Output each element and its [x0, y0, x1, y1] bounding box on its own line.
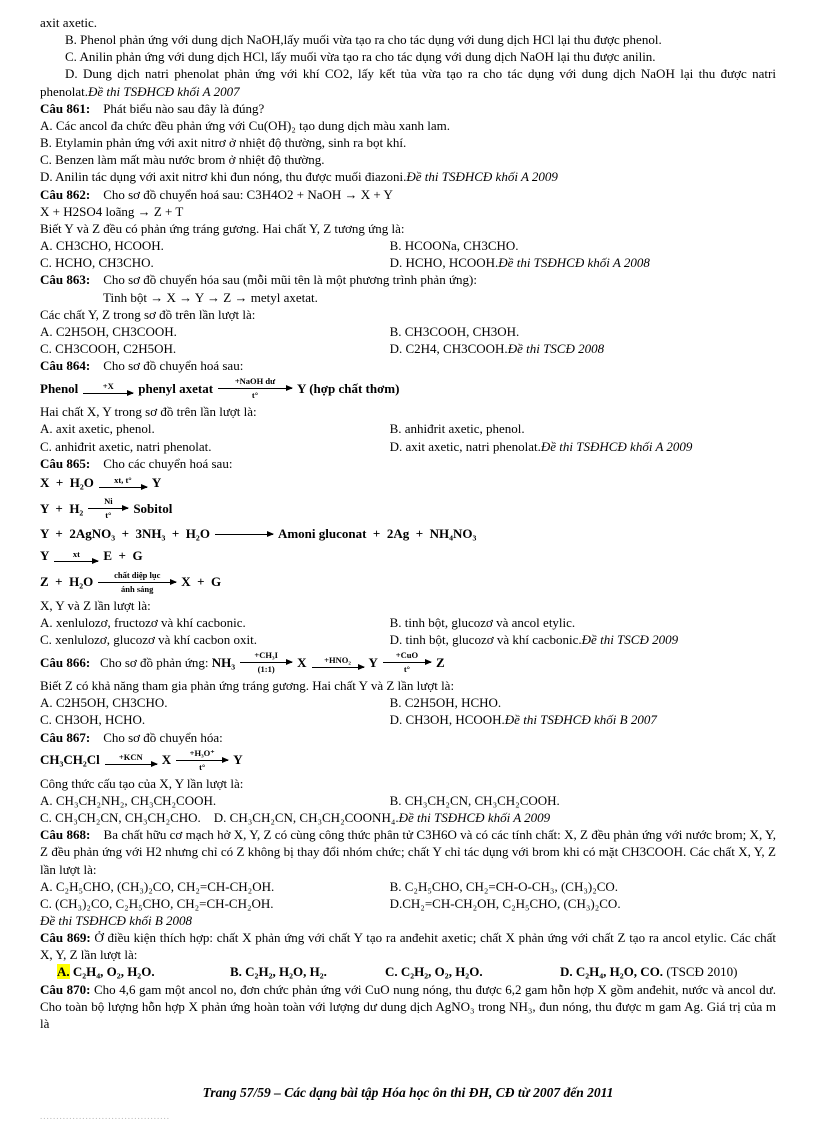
arrow-condition-bottom: t°	[199, 761, 206, 772]
option	[40, 237, 390, 254]
scheme-text: X	[297, 654, 307, 670]
reaction-arrow-icon	[98, 571, 176, 594]
reaction-arrow-icon	[176, 749, 228, 772]
text-run: B. C₂H₅CHO, CH₂=CH-O-CH₃, (CH₃)₂CO.	[389, 878, 619, 894]
reaction-arrow-icon	[99, 476, 147, 490]
arrow-condition-top: xt	[72, 548, 80, 559]
text-run: C. CH3COOH, C2H5OH.	[40, 340, 177, 356]
scheme-text: X	[161, 752, 172, 768]
text-run: Câu 864:	[40, 358, 91, 374]
scheme-text: Amoni gluconat + 2Ag + NH₄NO₃	[277, 526, 477, 542]
reaction-arrow-icon	[88, 497, 128, 520]
text-run: D.	[560, 964, 573, 980]
scheme-text: Sobitol	[133, 500, 173, 516]
continuation-text	[40, 14, 776, 31]
q865-scheme-2	[40, 494, 776, 523]
option	[390, 792, 776, 809]
text-run: X + H2SO4 loãng → Z + T	[40, 203, 184, 219]
q861-option-d	[40, 168, 776, 185]
text-run: Cho 4,6 gam một ancol no, đơn chức phản ứng với CuO nung nóng, thu được 6,2 gam hỗn hợp X gồm anđehit, nước và ancol dư. Cho toàn bộ lượng hỗn hợp X phản ứng hoàn toàn với lượng dư dung dịch AgNO₃ trong NH₃, đun nóng, thu được m gam Ag. Giá trị của m là	[40, 981, 776, 1031]
q866-question	[40, 677, 776, 694]
option	[40, 340, 390, 357]
option	[390, 438, 776, 455]
arrow-condition-bottom: t°	[403, 664, 411, 675]
text-run: Đề thi TSĐHCĐ khối A 2008	[498, 255, 650, 271]
q868-stem	[40, 826, 776, 877]
arrow-shaft	[54, 561, 98, 562]
option	[390, 340, 776, 357]
text-run: Câu 861:	[40, 100, 91, 116]
option	[390, 254, 776, 271]
option-c-860	[40, 48, 776, 65]
text-run: Đề thi TSĐHCĐ khối B 2008	[40, 913, 193, 928]
option	[40, 438, 390, 455]
q863-stem	[40, 271, 776, 288]
text-run: C. CH₃CH₂CN, CH₃CH₂CHO. D. CH₃CH₂CN, CH₃CH₂COONH₄.	[40, 810, 399, 826]
highlighted-text: A.	[57, 964, 70, 980]
option	[390, 237, 776, 254]
text-run: Cho sơ đồ chuyển hóa:	[90, 729, 223, 745]
q865-question	[40, 597, 776, 614]
reaction-arrow-icon	[105, 753, 157, 767]
q865-scheme-4	[40, 545, 776, 567]
scheme-text: Phenol	[40, 380, 79, 396]
text-run: X, Y và Z lần lượt là:	[40, 597, 151, 613]
text-run: D. Anilin tác dụng với axit nitrơ khi đun nóng, thu được muối điazoni.	[40, 169, 407, 185]
option	[40, 614, 390, 631]
text-run: C. anhiđrit axetic, natri phenolat.	[40, 438, 212, 454]
q866-options-ab	[40, 694, 776, 711]
scheme-text: Z + H₂O	[40, 574, 94, 590]
text-run: C. CH3OH, HCHO.	[40, 712, 146, 728]
option	[40, 878, 390, 895]
text-run: C. xenlulozơ, glucozơ và khí cacbon oxit.	[40, 631, 258, 647]
text-run: Các chất Y, Z trong sơ đồ trên lần lượt là:	[40, 306, 256, 322]
scheme-text: Y	[151, 474, 162, 490]
text-run: Cho sơ đồ chuyển hoá sau: C3H4O2 + NaOH → X + Y	[90, 186, 393, 202]
reaction-arrow-icon	[383, 651, 431, 674]
q865-scheme-5	[40, 568, 776, 597]
option	[560, 963, 776, 980]
scheme-text: phenyl axetat	[138, 380, 214, 396]
arrow-condition-top: xt, t°	[114, 475, 132, 486]
text-run: Đề thi TSĐHCĐ khối A 2007	[88, 83, 240, 99]
text-run: Cho các chuyển hoá sau:	[90, 455, 233, 471]
text-run: D. C2H4, CH3COOH.	[389, 340, 508, 356]
q864-scheme	[40, 374, 776, 403]
text-run: B. anhiđrit axetic, phenol.	[389, 421, 525, 437]
text-run: A. C₂H₅CHO, (CH₃)₂CO, CH₂=CH-CH₂OH.	[40, 878, 275, 894]
arrow-condition-top: chất diệp lục	[114, 569, 161, 580]
q867-stem	[40, 729, 776, 746]
text-run: D. tinh bột, glucozơ và khí cacbonic.	[389, 631, 582, 647]
text-run: Câu 868:	[40, 827, 91, 843]
arrow-condition-top: +NaOH dư	[234, 376, 276, 387]
option	[385, 963, 560, 980]
text-run: Tinh bột → X → Y → Z → metyl axetat.	[103, 289, 318, 305]
text-run: Câu 863:	[40, 272, 91, 288]
text-run: D. axit axetic, natri phenolat.	[389, 438, 541, 454]
q863-chain	[103, 289, 776, 306]
scheme-text: Y	[233, 752, 243, 768]
text-run: B.	[230, 964, 242, 980]
scheme-text: Y	[40, 548, 50, 564]
q863-options-ab	[40, 323, 776, 340]
option	[390, 420, 776, 437]
arrow-condition-bottom: t°	[105, 510, 112, 521]
scheme-text: X + H₂O	[40, 474, 94, 490]
text-run: B. tinh bột, glucozơ và ancol etylic.	[389, 614, 576, 630]
q867-options-cd	[40, 809, 776, 826]
q865-options-ab	[40, 614, 776, 631]
document-body	[40, 14, 776, 1032]
text-run: Đề thi TSĐHCĐ khối A 2009	[540, 438, 693, 454]
option	[390, 323, 776, 340]
option	[40, 711, 390, 728]
q868-options-cd	[40, 895, 776, 912]
arrow-shaft	[176, 760, 228, 761]
text-run: C. (CH₃)₂CO, C₂H₅CHO, CH₂=CH-CH₂OH.	[40, 895, 274, 911]
text-run: B. CH₃CH₂CN, CH₃CH₂COOH.	[389, 792, 560, 808]
arrow-shaft	[218, 388, 292, 389]
text-run: Đề thi TSCĐ 2009	[581, 631, 679, 647]
text-run: B. Etylamin phản ứng với axit nitrơ ở nhiệt độ thường, sinh ra bọt khí.	[40, 135, 407, 151]
q866-stem-scheme	[40, 648, 776, 677]
reaction-arrow-icon	[218, 377, 292, 400]
text-run: Đề thi TSCĐ 2008	[507, 340, 605, 356]
q865-scheme-3	[40, 523, 776, 545]
footer-dotted-line: ........................................	[40, 1111, 170, 1121]
text-run: Biết Y và Z đều có phản ứng tráng gương. Hai chất Y, Z tương ứng là:	[40, 220, 405, 236]
reaction-arrow-icon	[312, 656, 364, 670]
arrow-shaft	[240, 662, 292, 663]
q865-scheme-1	[40, 472, 776, 494]
text-run: C₂H₂, O₂, H₂O.	[397, 964, 483, 980]
arrow-shaft	[215, 534, 273, 535]
text-run: C₂H₂, H₂O, H₂.	[241, 964, 327, 980]
text-run: Cho sơ đồ chuyển hóa sau (mỗi mũi tên là một phương trình phản ứng):	[90, 272, 477, 288]
scheme-text: Y + H₂	[40, 500, 84, 516]
q868-source	[40, 912, 776, 929]
text-run: (TSCĐ 2010)	[663, 964, 738, 980]
q869-options	[40, 963, 776, 980]
arrow-condition-bottom: t°	[251, 390, 259, 401]
text-run: Hai chất X, Y trong sơ đồ trên lần lượt là:	[40, 404, 257, 420]
arrow-shaft	[312, 667, 364, 668]
option	[390, 694, 776, 711]
option-d-860	[40, 65, 776, 99]
q861-option-a	[40, 117, 776, 134]
arrow-condition-top: +H₃O⁺	[189, 747, 215, 758]
arrow-shaft	[383, 662, 431, 663]
scheme-text: Y + 2AgNO₃ + 3NH₃ + H₂O	[40, 526, 210, 542]
q864-question	[40, 403, 776, 420]
option	[390, 614, 776, 631]
q864-options-cd	[40, 438, 776, 455]
arrow-shaft	[88, 508, 128, 509]
scheme-text: Cho sơ đồ phản ứng:	[90, 654, 212, 670]
reaction-arrow-icon	[54, 550, 98, 564]
scheme-text: E + G	[103, 548, 143, 564]
option	[40, 631, 390, 648]
reaction-arrow-icon	[240, 651, 292, 674]
q867-options-ab	[40, 792, 776, 809]
arrow-shaft	[105, 764, 157, 765]
text-run: Câu 869:	[40, 930, 91, 946]
text-run: Cho sơ đồ chuyển hoá sau:	[90, 358, 244, 374]
text-run: A. axit axetic, phenol.	[40, 421, 155, 437]
text-run: Biết Z có khả năng tham gia phản ứng tráng gương. Hai chất Y và Z lần lượt là:	[40, 678, 455, 694]
option	[390, 711, 776, 728]
scheme-text: Z	[435, 654, 445, 670]
arrow-condition-bottom: (1:1)	[257, 664, 275, 675]
text-run: C₂H₄, H₂O, CO.	[572, 964, 664, 980]
text-run: C.	[385, 964, 398, 980]
arrow-shaft	[98, 582, 176, 583]
text-run: A. C2H5OH, CH3CHO.	[40, 695, 168, 711]
q862-options-ab	[40, 237, 776, 254]
option-b-860	[40, 31, 776, 48]
text-run: Câu 867:	[40, 729, 91, 745]
text-run: axit axetic.	[40, 15, 98, 30]
option	[40, 254, 390, 271]
q862-question	[40, 220, 776, 237]
scheme-text: X + G	[181, 574, 222, 590]
text-run: Công thức cấu tạo của X, Y lần lượt là:	[40, 775, 244, 791]
text-run: C. Benzen làm mất màu nước brom ở nhiệt độ thường.	[40, 152, 325, 168]
text-run: B. C2H5OH, HCHO.	[389, 695, 502, 711]
text-run: Câu 870:	[40, 981, 91, 997]
q864-options-ab	[40, 420, 776, 437]
q866-options-cd	[40, 711, 776, 728]
option	[390, 895, 776, 912]
option	[40, 895, 390, 912]
q862-options-cd	[40, 254, 776, 271]
text-run: Đề thi TSĐHCĐ khối A 2009	[406, 169, 558, 185]
text-run: D. CH3OH, HCOOH.	[389, 712, 505, 728]
q867-scheme	[40, 746, 776, 775]
text-run: Ở điều kiện thích hợp: chất X phản ứng với chất Y tạo ra anđehit axetic; chất X phản ứng với chất Z tạo ra ancol etylic. Các chất X, Y, Z lần lượt là:	[40, 930, 776, 963]
text-run: C₂H₄, O₂, H₂O.	[69, 964, 155, 980]
q863-question	[40, 306, 776, 323]
q862-equation-2	[40, 203, 776, 220]
scheme-text: NH₃	[211, 654, 236, 670]
q864-stem	[40, 357, 776, 374]
text-run: A. CH3CHO, HCOOH.	[40, 238, 164, 254]
text-run: Câu 865:	[40, 455, 91, 471]
text-run: Đề thi TSĐHCĐ khối A 2009	[398, 810, 551, 826]
text-run: D. HCHO, HCOOH.	[389, 255, 499, 271]
arrow-condition-top: +KCN	[118, 752, 143, 763]
q865-stem	[40, 455, 776, 472]
q861-option-c	[40, 151, 776, 168]
text-run: D. Dung dịch natri phenolat phản ứng với khí CO2, lấy kết tủa vừa tạo ra cho tác dụng với dung dịch NaOH lại thu được natri phenolat.	[40, 66, 776, 99]
reaction-arrow-icon	[215, 532, 273, 537]
text-run: Ba chất hữu cơ mạch hở X, Y, Z có cùng công thức phân tử C3H6O và có các tính chất: X, Z đều phản ứng với nước brom; X, Y, Z đều phản ứng với H2 nhưng chỉ có Z không bị thay đổi nhóm chức; chất Y chỉ tác dụng với brom khi có mặt CH3COOH. Các chất X, Y, Z lần lượt là:	[40, 827, 776, 877]
option	[230, 963, 385, 980]
q865-options-cd	[40, 631, 776, 648]
text-run: A. C2H5OH, CH3COOH.	[40, 323, 177, 339]
q863-options-cd	[40, 340, 776, 357]
arrow-condition-top: Ni	[104, 496, 113, 507]
scheme-text: Câu 866:	[40, 654, 91, 670]
text-run: C. Anilin phản ứng với dung dịch HCl, lấy muối vừa tạo ra cho tác dụng với dung dịch NaOH lại thu được anilin.	[65, 49, 656, 65]
arrow-shaft	[83, 393, 133, 394]
reaction-arrow-icon	[83, 382, 133, 396]
q868-options-ab	[40, 878, 776, 895]
text-run: D.CH₂=CH-CH₂OH, C₂H₅CHO, (CH₃)₂CO.	[389, 895, 621, 911]
arrow-condition-top: +X	[102, 380, 114, 391]
option	[40, 792, 390, 809]
text-run: A. CH₃CH₂NH₂, CH₃CH₂COOH.	[40, 792, 217, 808]
option	[390, 631, 776, 648]
text-run: B. CH3COOH, CH3OH.	[389, 323, 520, 339]
text-run: A. xenlulozơ, fructozơ và khí cacbonic.	[40, 614, 246, 630]
arrow-shaft	[99, 487, 147, 488]
option	[40, 323, 390, 340]
option	[40, 420, 390, 437]
arrow-condition-top: +CH₃I	[254, 650, 278, 661]
arrow-condition-top: +CuO	[395, 650, 419, 661]
option	[390, 878, 776, 895]
q869-stem	[40, 929, 776, 963]
text-run: Đề thi TSĐHCĐ khối B 2007	[504, 712, 657, 728]
q861-option-b	[40, 134, 776, 151]
q870-stem	[40, 981, 776, 1032]
text-run: Câu 862:	[40, 186, 91, 202]
option	[57, 963, 230, 980]
text-run: B. Phenol phản ứng với dung dịch NaOH,lấy muối vừa tạo ra cho tác dụng với dung dịch HCl lại thu được phenol.	[65, 32, 662, 48]
text-run: C. HCHO, CH3CHO.	[40, 255, 154, 271]
q867-question	[40, 775, 776, 792]
page-footer: Trang 57/59 – Các dạng bài tập Hóa học ôn thi ĐH, CĐ từ 2007 đến 2011	[202, 1085, 614, 1100]
scheme-text: Y (hợp chất thơm)	[297, 380, 400, 396]
text-run: B. HCOONa, CH3CHO.	[389, 238, 519, 254]
arrow-condition-top: +HNO₂	[324, 654, 351, 665]
scheme-text: Y	[368, 654, 378, 670]
text-run: A. Các ancol đa chức đều phản ứng với Cu(OH)₂ tạo dung dịch màu xanh lam.	[40, 117, 450, 133]
text-run: Phát biểu nào sau đây là đúng?	[90, 100, 265, 116]
scheme-text: CH₃CH₂Cl	[40, 752, 100, 768]
q862-stem	[40, 186, 776, 203]
q861-stem	[40, 100, 776, 117]
arrow-condition-bottom: ánh sáng	[121, 583, 154, 594]
option	[40, 694, 390, 711]
